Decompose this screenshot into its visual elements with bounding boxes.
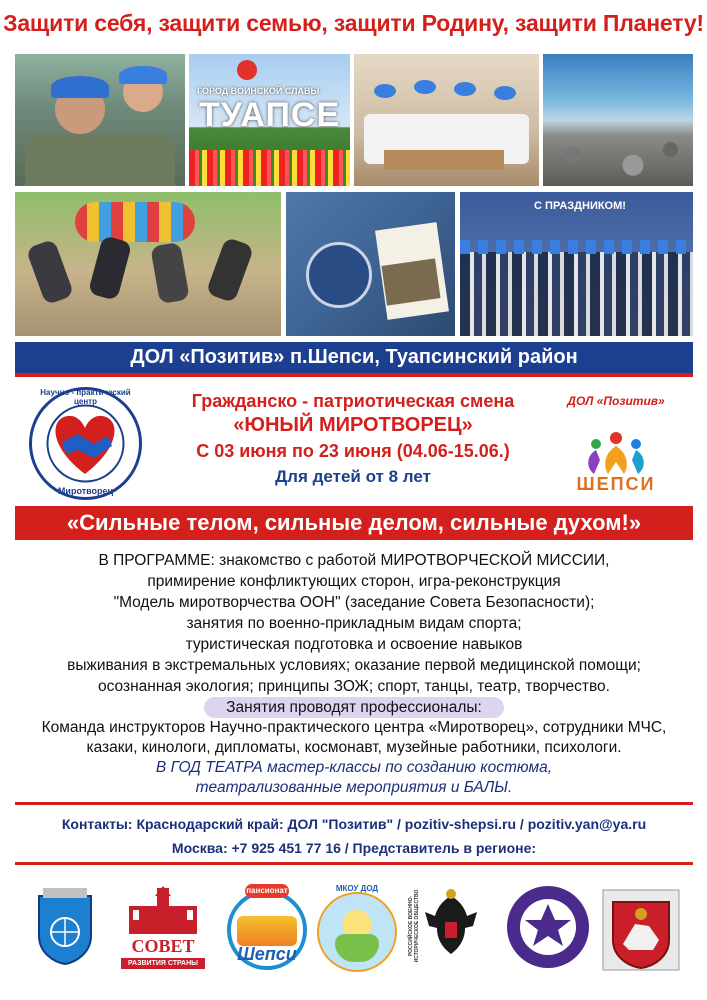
pozitiv-logo-bottom-text: ШЕПСИ [576, 474, 656, 494]
slogan-banner: «Сильные телом, сильные делом, сильные духом!» [15, 506, 693, 540]
mirotvorets-logo-bottom-text: Миротворец [57, 486, 114, 496]
program-line: В ПРОГРАММЕ: знакомство с работой МИРОТВОРЧЕСКОЙ МИССИИ, [98, 552, 610, 569]
mirotvorets-logo-top-text: Научно - практический центр [40, 388, 131, 406]
hall-banner-text: С ПРАЗДНИКОМ! [534, 200, 626, 212]
team-text [15, 718, 693, 798]
theatre-line: театрализованные мероприятия и БАЛЫ. [195, 779, 513, 796]
smena-title: «ЮНЫЙ МИРОТВОРЕЦ» [233, 414, 473, 436]
sovet-logo [119, 886, 207, 970]
tuapse-sign-top: ГОРОД ВОИНСКОЙ СЛАВЫ [197, 86, 320, 96]
smena-dates: С 03 июня по 23 июня (04.06-15.06.) [196, 441, 510, 461]
team-line: казаки, кинологи, дипломаты, космонавт, музейные работники, психологи. [86, 739, 622, 756]
cossack-crest-logo [599, 884, 683, 972]
program-text [15, 550, 693, 718]
sovet-logo-title: СОВЕТ [131, 936, 195, 956]
pansionat-label: пансионат [245, 884, 289, 898]
camp-banner: ДОЛ «Позитив» п.Шепси, Туапсинский район [15, 342, 693, 377]
headline: Защити себя, защити семью, защити Родину, защити Планету! [3, 10, 704, 36]
rvio-label: РОССИЙСКОЕ ВОЕННО-ИСТОРИЧЕСКОЕ ОБЩЕСТВО [408, 889, 420, 963]
contacts [15, 812, 693, 860]
mirotvorets-logo [28, 386, 143, 501]
shepsi-label: Шепси [237, 944, 297, 964]
photo-uniform-book [286, 192, 455, 336]
youth-center-logo [505, 884, 591, 970]
un-crest-logo [35, 886, 95, 966]
smena-age: Для детей от 8 лет [275, 467, 431, 486]
partner-logos [15, 872, 693, 982]
pozitiv-logo [556, 392, 676, 498]
photo-sea [543, 54, 693, 186]
program-line: выживания в экстремальных условиях; оказание первой медицинской помощи; [67, 657, 641, 674]
pozitiv-logo-top-text: ДОЛ «Позитив» [567, 394, 665, 408]
rvio-logo [407, 886, 495, 970]
program-line: примирение конфликтующих сторон, игра-реконструкция [147, 573, 561, 590]
smena-block [150, 390, 556, 490]
photo-school-hall [460, 192, 693, 336]
photo-jumping-kids [15, 192, 281, 336]
photo-soldiers [15, 54, 185, 186]
program-line: осознанная экология; принципы ЗОЖ; спорт, танцы, театр, творчество. [98, 678, 610, 695]
tuapse-sign-main: ТУАПСЕ [199, 96, 341, 134]
divider-bottom [15, 862, 693, 865]
program-line: занятия по военно-прикладным видам спорта; [186, 615, 522, 632]
program-line: туристическая подготовка и освоение навыков [185, 636, 523, 653]
mkou-dod-logo [317, 884, 399, 972]
divider-top [15, 802, 693, 805]
professionals-label: Занятия проводят профессионалы: [204, 697, 504, 718]
sovet-logo-subtitle: РАЗВИТИЯ СТРАНЫ [121, 958, 205, 969]
photo-tuapse-sign [189, 54, 350, 186]
contacts-line: Москва: +7 925 451 77 16 / Представитель в регионе: [171, 840, 537, 856]
smena-type: Гражданско - патриотическая смена [191, 391, 515, 411]
mkou-label: МКОУ ДОД [335, 884, 379, 893]
team-line: Команда инструкторов Научно-практического центра «Миротворец», сотрудники МЧС, [41, 719, 667, 736]
pansionat-shepsi-logo [225, 884, 309, 972]
theatre-line: В ГОД ТЕАТРА мастер-классы по созданию костюма, [155, 759, 553, 776]
program-line: "Модель миротворчества ООН" (заседание Совета Безопасности); [113, 594, 595, 611]
photo-classroom [354, 54, 539, 186]
contacts-line: Контакты: Краснодарский край: ДОЛ "Позитив" / pozitiv-shepsi.ru / pozitiv.yan@ya.ru [61, 816, 647, 832]
